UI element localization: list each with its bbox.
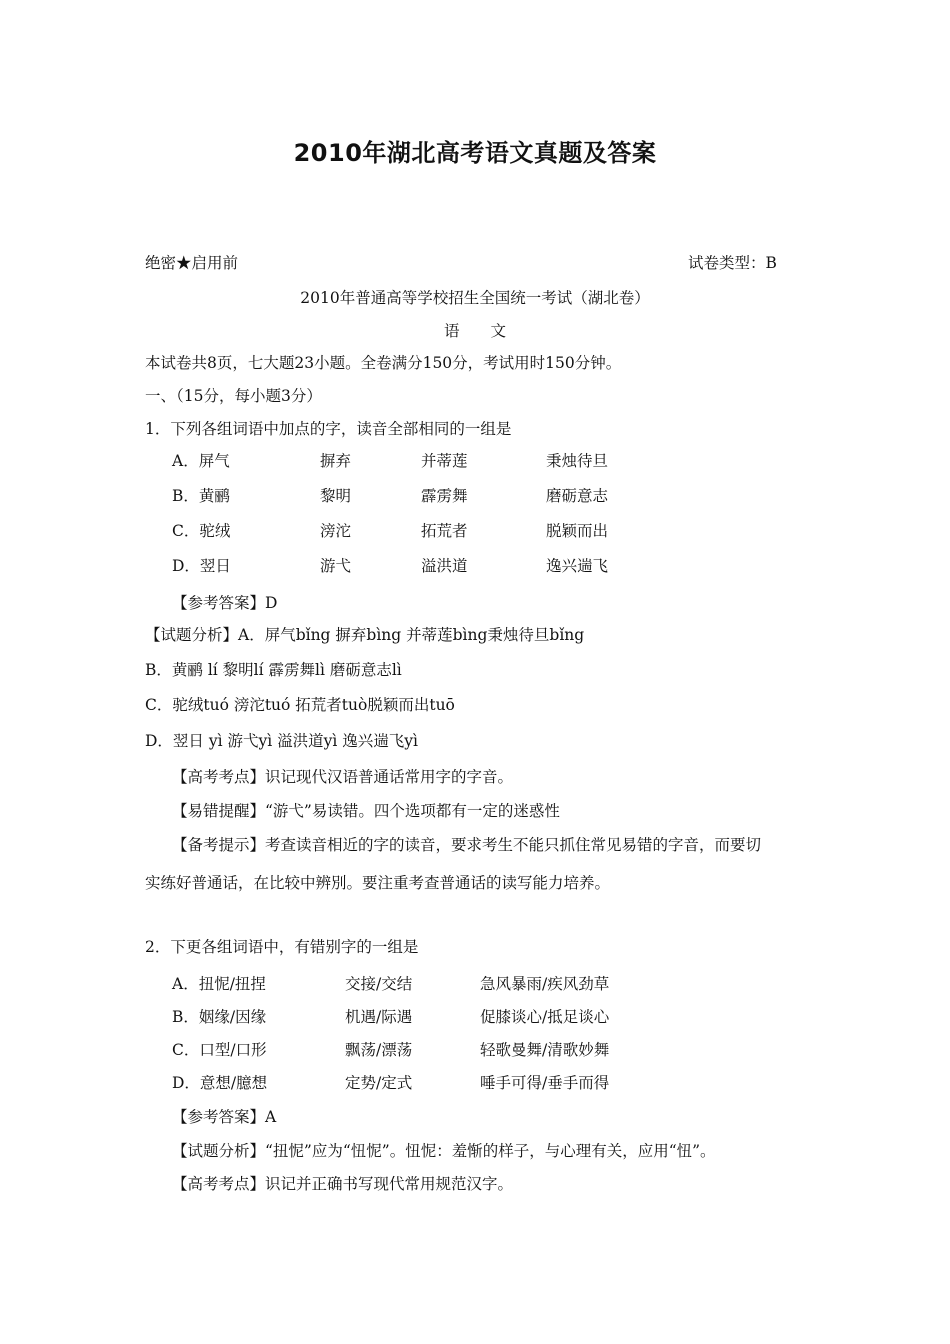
- q1-analysis-d: D．翌日 yì 游弋yì 溢洪道yì 逸兴遄飞yì: [145, 732, 418, 750]
- q2-stem: 2．下更各组词语中，有错别字的一组是: [145, 938, 419, 956]
- q1-analysis-c: C．驼绒tuó 滂沱tuó 拓荒者tuò脱颖而出tuō: [145, 696, 455, 714]
- q1-option-cell: C．驼绒: [172, 522, 231, 540]
- q1-option-cell: 磨砺意志: [546, 487, 609, 505]
- q1-option-cell: 滂沱: [320, 522, 352, 540]
- q2-option-cell: 促膝谈心/抵足谈心: [480, 1008, 610, 1026]
- q2-option-cell: A．扭怩/扭捏: [172, 975, 266, 993]
- q1-analysis-a: 【试题分析】A．屏气bǐng 摒弃bìng 并蒂莲bìng秉烛待旦bǐng: [145, 626, 585, 644]
- q2-option-cell: C．口型/口形: [172, 1041, 267, 1059]
- q2-answer: 【参考答案】A: [172, 1108, 277, 1126]
- q2-option-cell: 飘荡/漂荡: [345, 1041, 413, 1059]
- q2-option-cell: D．意想/臆想: [172, 1074, 268, 1092]
- q1-option-cell: 拓荒者: [421, 522, 468, 540]
- q1-option-cell: 并蒂莲: [421, 452, 468, 470]
- q1-option-cell: A．屏气: [172, 452, 230, 470]
- section-heading: 一、（15分，每小题3分）: [145, 387, 322, 405]
- q1-option-cell: 溢洪道: [421, 557, 468, 575]
- q1-yicuo: 【易错提醒】“游弋”易读错。四个选项都有一定的迷惑性: [172, 802, 560, 820]
- q1-option-cell: 秉烛待旦: [546, 452, 609, 470]
- q2-option-cell: 急风暴雨/疾风劲草: [480, 975, 610, 993]
- q1-option-cell: B．黄鹂: [172, 487, 230, 505]
- q2-option-cell: 交接/交结: [345, 975, 413, 993]
- intro-text: 本试卷共8页，七大题23小题。全卷满分150分，考试用时150分钟。: [145, 354, 622, 372]
- exam-name: 2010年普通高等学校招生全国统一考试（湖北卷）: [300, 289, 650, 307]
- q1-option-cell: 黎明: [320, 487, 352, 505]
- q2-kaodian: 【高考考点】识记并正确书写现代常用规范汉字。: [172, 1175, 514, 1193]
- q1-analysis-b: B．黄鹂 lí 黎明lí 霹雳舞lì 磨砺意志lì: [145, 661, 402, 679]
- q1-option-cell: 游弋: [320, 557, 352, 575]
- q1-kaodian: 【高考考点】识记现代汉语普通话常用字的字音。: [172, 768, 514, 786]
- q1-option-cell: 脱颖而出: [546, 522, 609, 540]
- q2-analysis: 【试题分析】“扭怩”应为“忸怩”。忸怩：羞惭的样子，与心理有关，应用“忸”。: [172, 1142, 716, 1160]
- document-title: 2010年湖北高考语文真题及答案: [293, 139, 657, 167]
- q1-answer: 【参考答案】D: [172, 594, 278, 612]
- q1-option-cell: 摒弃: [320, 452, 352, 470]
- q1-beikao-line2: 实练好普通话，在比较中辨別。要注重考查普通话的读写能力培养。: [145, 874, 611, 892]
- q2-option-cell: 轻歌曼舞/清歌妙舞: [480, 1041, 610, 1059]
- subject-heading: 语 文: [443, 322, 506, 340]
- q2-option-cell: 定势/定式: [345, 1074, 413, 1092]
- secret-label: 绝密★启用前: [145, 254, 239, 272]
- q1-option-cell: 逸兴遄飞: [546, 557, 609, 575]
- q1-option-cell: 霹雳舞: [421, 487, 468, 505]
- q2-option-cell: 唾手可得/垂手而得: [480, 1074, 610, 1092]
- paper-type-label: 试卷类型：B: [688, 254, 777, 272]
- q1-stem: 1．下列各组词语中加点的字，读音全部相同的一组是: [145, 420, 512, 438]
- q1-option-cell: D．翌日: [172, 557, 231, 575]
- q1-beikao-line1: 【备考提示】考查读音相近的字的读音，要求考生不能只抓住常见易错的字音，而要切: [172, 836, 762, 854]
- q2-option-cell: 机遇/际遇: [345, 1008, 413, 1026]
- q2-option-cell: B．姻缘/因缘: [172, 1008, 267, 1026]
